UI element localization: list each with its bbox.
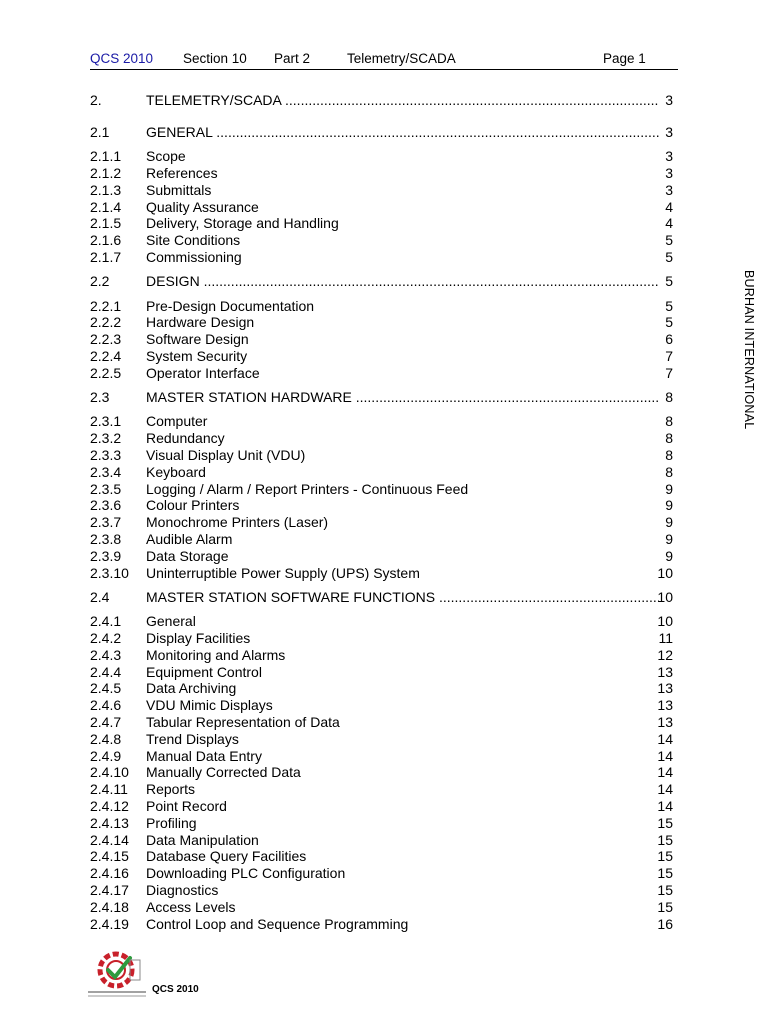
toc-page-number: 14 bbox=[657, 747, 673, 764]
toc-number: 2.2.5 bbox=[90, 364, 122, 381]
toc-row bbox=[90, 314, 673, 331]
toc-number: 2.2 bbox=[90, 273, 110, 290]
toc-number: 2.4.19 bbox=[90, 915, 129, 932]
toc-title: Downloading PLC Configuration bbox=[146, 865, 346, 882]
toc-title: Display Facilities bbox=[146, 629, 251, 646]
toc-row bbox=[90, 481, 673, 498]
toc-number: 2.3.4 bbox=[90, 463, 122, 480]
toc-title: Point Record bbox=[146, 797, 227, 814]
toc-number: 2.3.5 bbox=[90, 480, 122, 497]
toc-row bbox=[90, 630, 673, 647]
toc-title: Colour Printers bbox=[146, 497, 240, 514]
toc-number: 2.2.2 bbox=[90, 314, 122, 331]
toc-number: 2.3.9 bbox=[90, 547, 122, 564]
toc-number: 2.4.13 bbox=[90, 814, 129, 831]
toc-number: 2.4.12 bbox=[90, 797, 129, 814]
toc-page-number: 9 bbox=[665, 514, 673, 531]
toc-title: Pre-Design Documentation bbox=[146, 297, 315, 314]
toc-title: Profiling bbox=[146, 814, 197, 831]
toc-title: Manually Corrected Data bbox=[146, 764, 301, 781]
toc-row bbox=[90, 815, 673, 832]
toc-row bbox=[90, 165, 673, 182]
toc-number: 2.4 bbox=[90, 588, 110, 605]
toc-number: 2.4.15 bbox=[90, 848, 129, 865]
toc-number: 2.4.14 bbox=[90, 831, 129, 848]
qcs-logo-icon bbox=[86, 946, 150, 998]
toc-section-row bbox=[90, 92, 673, 109]
toc-page-number: 9 bbox=[665, 547, 673, 564]
toc-row bbox=[90, 430, 673, 447]
toc-title: Monitoring and Alarms bbox=[146, 646, 286, 663]
toc-page-number: 3 bbox=[665, 164, 673, 181]
toc-title: Visual Display Unit (VDU) bbox=[146, 446, 306, 463]
toc-section-row bbox=[90, 124, 673, 141]
toc-page-number: 3 bbox=[665, 148, 673, 165]
header-section: Section 10 bbox=[183, 51, 247, 66]
toc-page-number: 15 bbox=[657, 881, 673, 898]
toc-row bbox=[90, 464, 673, 481]
toc-title: Software Design bbox=[146, 331, 249, 348]
toc-row bbox=[90, 865, 673, 882]
toc-row bbox=[90, 298, 673, 315]
toc-title: Hardware Design bbox=[146, 314, 255, 331]
toc-page-number: 10 bbox=[657, 588, 673, 605]
toc-page-number: 7 bbox=[665, 347, 673, 364]
toc-number: 2.3.1 bbox=[90, 413, 122, 430]
toc-title: MASTER STATION HARDWARE ..... bbox=[146, 389, 659, 406]
toc-number: 2.4.16 bbox=[90, 865, 129, 882]
toc-number: 2.1 bbox=[90, 123, 110, 140]
toc-row bbox=[90, 413, 673, 430]
toc-title: Scope bbox=[146, 148, 186, 165]
header-title: Telemetry/SCADA bbox=[347, 51, 456, 66]
toc-page-number: 14 bbox=[657, 764, 673, 781]
toc-row bbox=[90, 331, 673, 348]
toc-page-number: 11 bbox=[658, 629, 673, 646]
toc-row bbox=[90, 680, 673, 697]
toc-page-number: 16 bbox=[657, 915, 673, 932]
toc-number: 2.1.5 bbox=[90, 215, 122, 232]
toc-page-number: 13 bbox=[657, 663, 673, 680]
toc-number: 2.1.7 bbox=[90, 248, 122, 265]
toc-title: VDU Mimic Displays bbox=[146, 697, 273, 714]
toc-number: 2.3.8 bbox=[90, 530, 122, 547]
toc-number: 2.2.1 bbox=[90, 297, 122, 314]
toc-row bbox=[90, 798, 673, 815]
toc-title: System Security bbox=[146, 347, 248, 364]
toc-title: References bbox=[146, 164, 218, 181]
toc-number: 2.3.2 bbox=[90, 430, 122, 447]
toc-number: 2.3.6 bbox=[90, 497, 122, 514]
side-watermark-text: BURHAN INTERNATIONAL bbox=[742, 270, 756, 430]
toc-title: Logging / Alarm / Report Printers - Continuous Feed bbox=[146, 480, 469, 497]
header-page: Page 1 bbox=[603, 51, 646, 66]
toc-row bbox=[90, 548, 673, 565]
footer-label: QCS 2010 bbox=[152, 984, 199, 995]
toc-number: 2.4.1 bbox=[90, 613, 122, 630]
toc-title: Control Loop and Sequence Programming bbox=[146, 915, 409, 932]
toc-page-number: 15 bbox=[657, 865, 673, 882]
page-header bbox=[90, 49, 678, 70]
toc-row bbox=[90, 215, 673, 232]
toc-row bbox=[90, 148, 673, 165]
toc-title: Diagnostics bbox=[146, 881, 219, 898]
toc-title: Data Storage bbox=[146, 547, 229, 564]
toc-page-number: 9 bbox=[665, 497, 673, 514]
toc-page-number: 3 bbox=[665, 181, 673, 198]
toc-number: 2.1.3 bbox=[90, 181, 122, 198]
toc-title: Database Query Facilities bbox=[146, 848, 307, 865]
toc-page-number: 9 bbox=[665, 530, 673, 547]
toc-number: 2.4.7 bbox=[90, 713, 122, 730]
toc-row bbox=[90, 899, 673, 916]
toc-section-row bbox=[90, 273, 673, 290]
toc-page-number: 9 bbox=[665, 480, 673, 497]
toc-page-number: 13 bbox=[657, 713, 673, 730]
toc-page-number: 8 bbox=[665, 389, 673, 405]
toc-number: 2.1.6 bbox=[90, 232, 122, 249]
toc-title: Monochrome Printers (Laser) bbox=[146, 514, 329, 531]
header-part: Part 2 bbox=[274, 51, 311, 66]
toc-title: Audible Alarm bbox=[146, 530, 233, 547]
toc-row bbox=[90, 832, 673, 849]
toc-title: DESIGN ..... bbox=[146, 273, 659, 290]
toc-section-row bbox=[90, 389, 673, 406]
toc-title: Quality Assurance bbox=[146, 198, 259, 215]
toc-title: Commissioning bbox=[146, 248, 242, 265]
toc-number: 2.4.18 bbox=[90, 898, 129, 915]
toc-row bbox=[90, 565, 673, 582]
toc-section-row bbox=[90, 589, 673, 606]
toc-number: 2.3.3 bbox=[90, 446, 122, 463]
toc-row bbox=[90, 781, 673, 798]
toc-number: 2.4.6 bbox=[90, 697, 122, 714]
toc-number: 2.3.10 bbox=[90, 564, 129, 581]
toc-page-number: 13 bbox=[657, 680, 673, 697]
toc-row bbox=[90, 514, 673, 531]
toc-row bbox=[90, 647, 673, 664]
toc-page-number: 10 bbox=[657, 564, 673, 581]
toc-row bbox=[90, 249, 673, 266]
toc-page-number: 5 bbox=[665, 314, 673, 331]
toc-page-number: 8 bbox=[665, 463, 673, 480]
toc-title: Delivery, Storage and Handling bbox=[146, 215, 339, 232]
toc-number: 2.2.4 bbox=[90, 347, 122, 364]
toc-row bbox=[90, 447, 673, 464]
toc-page-number: 10 bbox=[657, 613, 673, 630]
toc-title: General bbox=[146, 613, 196, 630]
toc-page-number: 5 bbox=[665, 273, 673, 290]
toc-row bbox=[90, 613, 673, 630]
toc-page-number: 5 bbox=[665, 232, 673, 249]
toc-page-number: 6 bbox=[665, 331, 673, 348]
toc-row bbox=[90, 848, 673, 865]
toc-number: 2.4.4 bbox=[90, 663, 122, 680]
header-qcs: QCS 2010 bbox=[90, 51, 154, 66]
toc-number: 2.4.5 bbox=[90, 680, 122, 697]
toc-number: 2.3.7 bbox=[90, 514, 122, 531]
toc-number: 2.2.3 bbox=[90, 331, 122, 348]
toc-page-number: 13 bbox=[657, 697, 673, 714]
toc-row bbox=[90, 764, 673, 781]
toc-title: Equipment Control bbox=[146, 663, 262, 680]
toc-page-number: 14 bbox=[657, 781, 673, 798]
toc-title: GENERAL ..... bbox=[146, 124, 659, 141]
toc-page-number: 15 bbox=[657, 898, 673, 915]
toc-row bbox=[90, 365, 673, 382]
toc-number: 2.4.9 bbox=[90, 747, 122, 764]
toc-title: Data Manipulation bbox=[146, 831, 259, 848]
toc-page-number: 14 bbox=[657, 730, 673, 747]
toc-number: 2.4.17 bbox=[90, 881, 129, 898]
toc-page-number: 15 bbox=[657, 848, 673, 865]
toc-page-number: 5 bbox=[665, 248, 673, 265]
toc-page-number: 8 bbox=[665, 446, 673, 463]
toc-title: Reports bbox=[146, 781, 196, 798]
toc-row bbox=[90, 714, 673, 731]
toc-number: 2. bbox=[90, 92, 102, 108]
toc-row bbox=[90, 882, 673, 899]
toc-page-number: 5 bbox=[665, 297, 673, 314]
toc-title: Computer bbox=[146, 413, 208, 430]
toc-row bbox=[90, 531, 673, 548]
toc-title: TELEMETRY/SCADA ..... bbox=[146, 92, 659, 109]
toc-page-number: 15 bbox=[657, 814, 673, 831]
toc-row bbox=[90, 182, 673, 199]
toc-row bbox=[90, 497, 673, 514]
toc-title: Tabular Representation of Data bbox=[146, 713, 340, 730]
toc-title: Keyboard bbox=[146, 463, 206, 480]
toc-number: 2.1.4 bbox=[90, 198, 122, 215]
toc-title: Access Levels bbox=[146, 898, 236, 915]
toc-row bbox=[90, 731, 673, 748]
toc-row bbox=[90, 232, 673, 249]
toc-title: Operator Interface bbox=[146, 364, 260, 381]
toc-number: 2.1.2 bbox=[90, 164, 122, 181]
toc-page-number: 12 bbox=[657, 646, 673, 663]
toc-page-number: 14 bbox=[657, 797, 673, 814]
toc-row bbox=[90, 664, 673, 681]
toc-number: 2.3 bbox=[90, 389, 110, 405]
toc-page-number: 8 bbox=[665, 430, 673, 447]
toc-title: Redundancy bbox=[146, 430, 225, 447]
toc-page-number: 3 bbox=[665, 92, 673, 108]
toc-row bbox=[90, 199, 673, 216]
toc-title: MASTER STATION SOFTWARE FUNCTIONS ..... bbox=[146, 589, 659, 606]
toc-page-number: 8 bbox=[665, 413, 673, 430]
toc-number: 2.4.11 bbox=[90, 781, 128, 798]
toc-number: 2.1.1 bbox=[90, 148, 122, 165]
toc-page-number: 4 bbox=[665, 215, 673, 232]
toc-title: Data Archiving bbox=[146, 680, 237, 697]
toc-page-number: 15 bbox=[657, 831, 673, 848]
toc-title: Submittals bbox=[146, 181, 212, 198]
toc-number: 2.4.3 bbox=[90, 646, 122, 663]
toc-number: 2.4.2 bbox=[90, 629, 122, 646]
toc-page-number: 4 bbox=[665, 198, 673, 215]
toc-row bbox=[90, 697, 673, 714]
toc-title: Site Conditions bbox=[146, 232, 241, 249]
toc-page-number: 7 bbox=[665, 364, 673, 381]
toc-row bbox=[90, 916, 673, 933]
toc-title: Uninterruptible Power Supply (UPS) System bbox=[146, 564, 420, 581]
toc-page-number: 3 bbox=[665, 123, 673, 140]
toc-title: Trend Displays bbox=[146, 730, 239, 747]
toc-row bbox=[90, 348, 673, 365]
toc-number: 2.4.8 bbox=[90, 730, 122, 747]
toc-title: Manual Data Entry bbox=[146, 747, 262, 764]
toc-row bbox=[90, 748, 673, 765]
toc-number: 2.4.10 bbox=[90, 764, 129, 781]
